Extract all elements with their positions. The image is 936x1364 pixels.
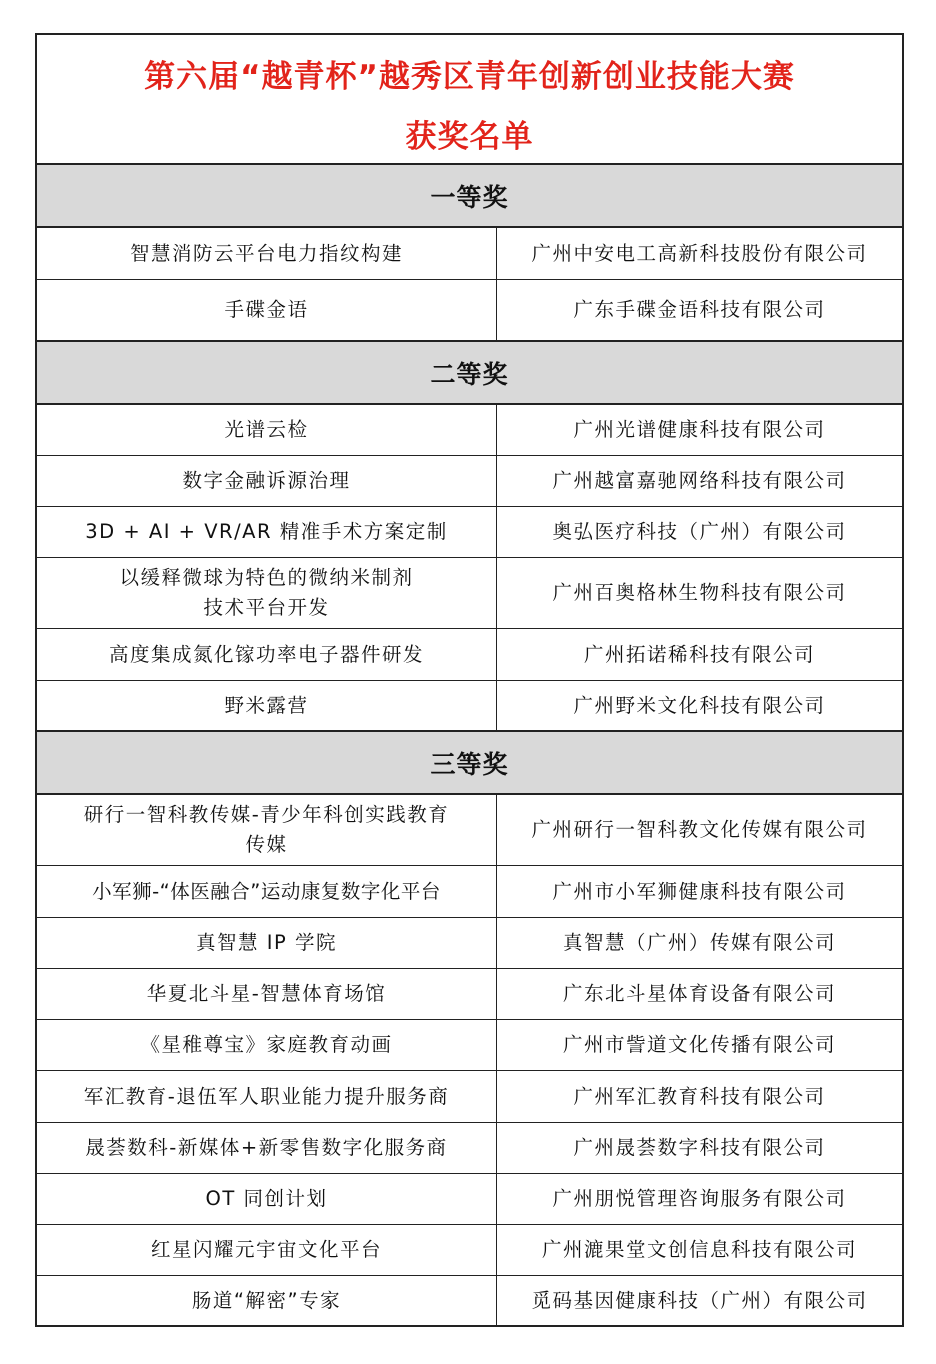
company-name: 广东北斗星体育设备有限公司 (562, 982, 836, 1005)
project-name: 高度集成氮化镓功率电子器件研发 (37, 629, 497, 680)
table-row (37, 1276, 902, 1325)
table-row (37, 681, 902, 732)
title-block (37, 35, 902, 165)
project-name: 数字金融诉源治理 (37, 456, 497, 506)
table-row (37, 866, 902, 918)
company-name: 广州军汇教育科技有限公司 (573, 1084, 826, 1108)
document-subtitle: 获奖名单 (405, 119, 534, 155)
table-row (37, 228, 902, 280)
section-header-third-prize: 三等奖 (37, 732, 902, 795)
project-name: 军汇教育-退伍军人职业能力提升服务商 (37, 1071, 497, 1122)
project-name: 肠道“解密”专家 (37, 1276, 497, 1325)
table-row (37, 1020, 902, 1071)
company-name: 觅码基因健康科技（广州）有限公司 (531, 1288, 868, 1312)
table-row (37, 1071, 902, 1123)
table-row (37, 795, 902, 866)
table-row (37, 405, 902, 456)
document-title: 第六届“越青杯”越秀区青年创新创业技能大赛 (144, 59, 795, 95)
project-name: 3D + AI + VR/AR 精准手术方案定制 (37, 507, 497, 557)
project-name: 光谱云检 (37, 405, 497, 455)
table-row (37, 1174, 902, 1225)
project-name: 小军狮-“体医融合”运动康复数字化平台 (37, 866, 497, 917)
section-header-first-prize: 一等奖 (37, 165, 902, 228)
company-name: 广州市小军狮健康科技有限公司 (552, 879, 847, 903)
company-name: 真智慧（广州）传媒有限公司 (562, 931, 836, 954)
award-list-table (35, 33, 904, 1327)
project-name: 研行一智科教传媒-青少年科创实践教育 传媒 (37, 795, 497, 865)
table-row (37, 629, 902, 681)
project-name: 以缓释微球为特色的微纳米制剂 技术平台开发 (37, 558, 497, 628)
company-name: 广州晟荟数字科技有限公司 (573, 1136, 826, 1159)
project-name: 华夏北斗星-智慧体育场馆 (37, 969, 497, 1019)
company-name: 广州中安电工高新科技股份有限公司 (531, 241, 868, 265)
company-name: 广州研行一智科教文化传媒有限公司 (531, 818, 868, 841)
company-name: 广州拓诺稀科技有限公司 (583, 642, 815, 666)
project-name: 红星闪耀元宇宙文化平台 (37, 1225, 497, 1275)
project-name: 真智慧 IP 学院 (37, 918, 497, 968)
company-name: 广东手碟金语科技有限公司 (573, 298, 826, 321)
project-name: OT 同创计划 (37, 1174, 497, 1224)
company-name: 广州百奥格林生物科技有限公司 (552, 581, 847, 604)
project-name: 手碟金语 (37, 280, 497, 340)
company-name: 广州漉果堂文创信息科技有限公司 (541, 1238, 857, 1261)
section-header-second-prize: 二等奖 (37, 342, 902, 405)
company-name: 广州光谱健康科技有限公司 (573, 418, 826, 441)
table-row (37, 558, 902, 629)
table-row (37, 1225, 902, 1276)
company-name: 广州野米文化科技有限公司 (573, 693, 826, 717)
company-name: 广州朋悦管理咨询服务有限公司 (552, 1187, 847, 1210)
company-name: 奥弘医疗科技（广州）有限公司 (552, 520, 847, 543)
table-row (37, 456, 902, 507)
company-name: 广州市訾道文化传播有限公司 (562, 1033, 836, 1056)
table-row (37, 280, 902, 342)
table-row (37, 918, 902, 969)
project-name: 《星稚尊宝》家庭教育动画 (37, 1020, 497, 1070)
table-row (37, 1123, 902, 1174)
table-row (37, 969, 902, 1020)
table-row (37, 507, 902, 558)
project-name: 晟荟数科-新媒体+新零售数字化服务商 (37, 1123, 497, 1173)
project-name: 野米露营 (37, 681, 497, 730)
project-name: 智慧消防云平台电力指纹构建 (37, 228, 497, 279)
company-name: 广州越富嘉驰网络科技有限公司 (552, 469, 847, 492)
